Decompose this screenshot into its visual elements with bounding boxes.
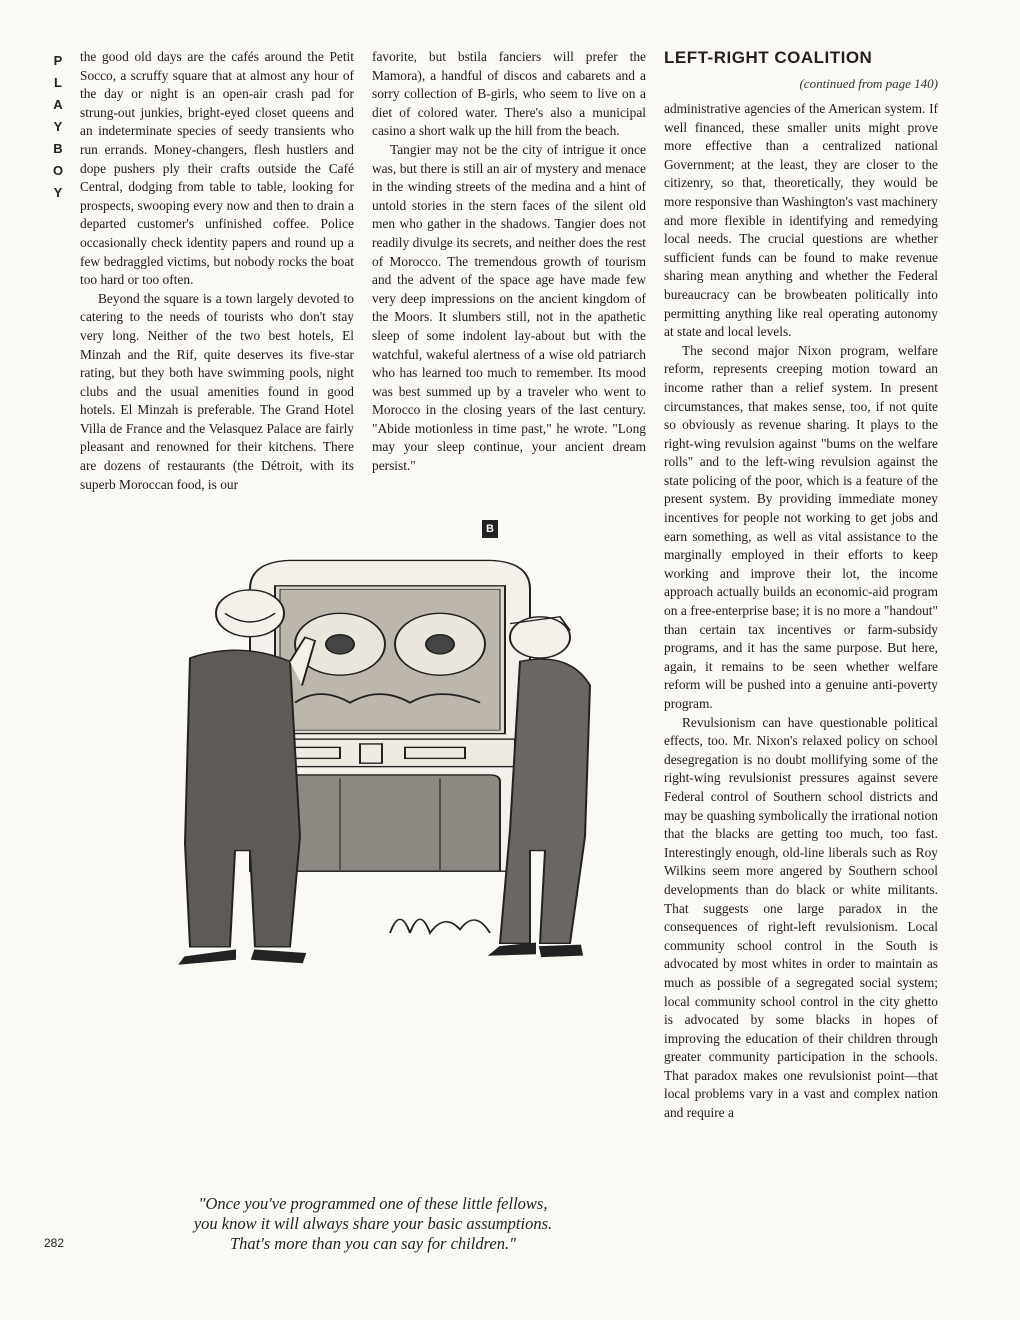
body-paragraph: Beyond the square is a town largely devoted to catering to the needs of tourists who don't stay very long. Neither of the two best hotels, El Minzah and the Rif, quite deserves its five-star rating, but they both have swimming pools, night clubs and the usual amenities found in good hotels. El Minzah is preferable. The Grand Hotel Villa de France and the Velasquez Palace are fairly pleasant and renowned for their kitchens. There are dozens of restaurants (the Détroit, with its superb Moroccan food, is our (80, 290, 354, 492)
article-headline: LEFT-RIGHT COALITION (664, 48, 873, 67)
logo-letter: A (53, 97, 63, 112)
caption-line: That's more than you can say for children." (229, 1234, 517, 1253)
logo-letter: Y (53, 119, 63, 134)
caption-line: you know it will always share your basic assumptions. (193, 1214, 553, 1233)
artist-signature (390, 919, 490, 933)
magazine-logo-vertical (48, 50, 68, 204)
article-column-3 (664, 100, 938, 1123)
cartoon-illustration (90, 548, 650, 988)
body-paragraph: favorite, but bstila fanciers will prefer the Mamora), a handful of discos and cabarets and a sorry collection of B-girls, who seem to live on a diet of colored water. There's also a municipal casino a short walk up the hill from the beach. (372, 49, 646, 139)
body-paragraph: The second major Nixon program, welfare reform, represents creeping motion toward an income rather than a relief system. In present circumstances, that makes sense, too, if not quite so obviously as revenue sharing. It plays to the right-wing revulsion against "bums on the welfare rolls" and to the left-wing revulsion against the state policing of the poor, which is a feature of the present system. By providing immediate money incentives for people not working to get jobs and earn something, as well as vital assistance to the marginally employed in their efforts to keep working and improve their lot, the income approach actually builds an economic-aid program on a free-enterprise base; it is no more a "handout" than certain tax incentives or farm-subsidy programs, and it has the same purpose. But here, again, it remains to be seen whether welfare reform will be pushed into a genuine anti-poverty program. (664, 342, 938, 711)
body-paragraph: Tangier may not be the city of intrigue it once was, but there is still an air of mystery and menace in the winding streets of the medina and a hint of untold stories in the stern faces of the silent old men who gather in the shadows. Tangier does not readily divulge its secrets, and neither does the rest of Morocco. The tremendous growth of tourism and the advent of the space age have made few very deep impressions on the ancient kingdom of the Moors. It slumbers still, not in the apathetic sleep of some indolent lay-about but with the watchful, wakeful alertness of a wise old patriarch who has learned too much to remember. Its mood was best summed up by a traveler who went to Morocco in the closing years of the last century. "Abide motionless in time past," he wrote. "Long may your sleep continue, your ancient dream persist." (372, 141, 646, 474)
end-of-article-mark: B (482, 520, 498, 538)
logo-letter: B (53, 141, 63, 156)
logo-letter: P (53, 53, 63, 68)
continued-note: (continued from page 140) (799, 76, 938, 91)
page-number: 282 (44, 1236, 65, 1250)
logo-letter: Y (53, 185, 63, 200)
body-paragraph: administrative agencies of the American system. If well financed, these smaller units might prove more effective than a centralized national Government; at the least, they are closer to the citizenry, so that, theoretically, they would be more responsive than Washington's vast machinery and more flexible in identifying and remedying local needs. The crucial questions are whether sufficient funds can be found to make revenue sharing mean anything and whether the Federal bureaucracy can be browbeaten politically into permitting anything like real operating autonomy at state and local levels. (664, 101, 938, 340)
body-paragraph: Revulsionism can have questionable political effects, too. Mr. Nixon's relaxed policy on school desegregation is no doubt mollifying some of the right-wing revulsionist pressures against severe Federal control of Southern school districts and may be quashing symbolically the irrational notion that the blacks are getting too much, too fast. Interestingly enough, old-line liberals such as Roy Wilkins seem more angered by Southern school developments than do black or white militants. That suggests one large paradox in the consequences of right-left revulsionism. Local community school control in the South is advocated by most whites in order to maintain as much as possible of a segregated social system; local community school control in the city ghetto is advocated by some blacks in hopes of improving the education of their children through greater community participation in the schools. That paradox makes one revulsionist point—that local problems vary in a vast and complex nation and require a (664, 714, 938, 1121)
caption-line: "Once you've programmed one of these little fellows, (198, 1194, 548, 1213)
logo-letter: O (52, 163, 64, 178)
article-column-2 (372, 48, 646, 476)
article-column-1 (80, 48, 354, 494)
logo-letter: L (54, 75, 62, 90)
cartoon-caption (118, 1194, 628, 1254)
body-paragraph: the good old days are the cafés around the Petit Socco, a scruffy square that at almost any hour of the day or night is an open-air crash pad for strung-out junkies, bright-eyed closet queens and an indeterminate species of seedy transients who run errands. Money-changers, flesh hustlers and dope pushers ply their crafts outside the Café Central, dodging from table to table, looking for prospects, swooping every now and then to drain a departed customer's unfinished coffee. Police occasionally check identity papers and round up a few bedraggled victims, but nobody rocks the boat too hard or too often. (80, 49, 354, 288)
